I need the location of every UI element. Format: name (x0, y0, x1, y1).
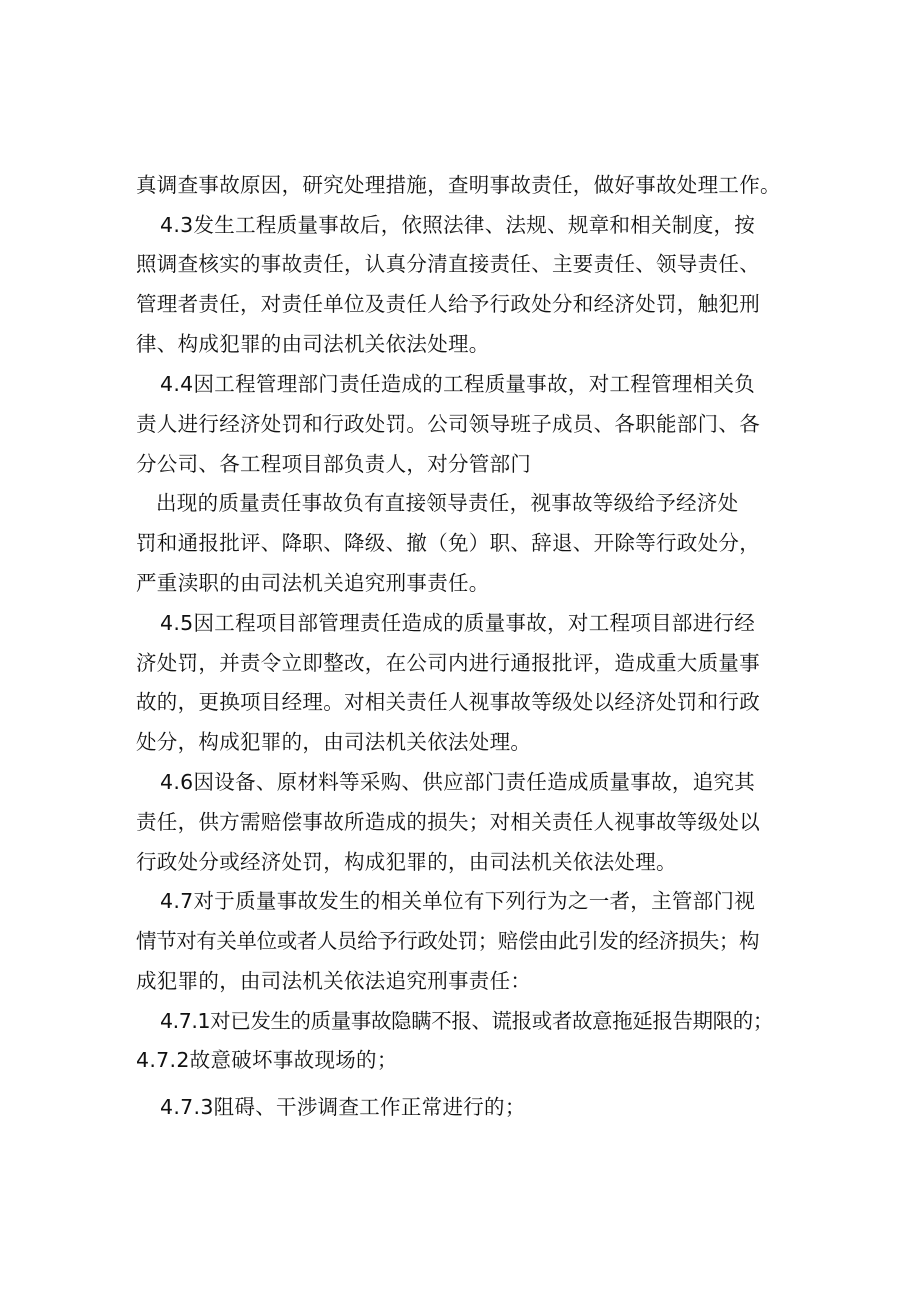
text-line: 分公司、各工程项目部负责人，对分管部门 (136, 452, 532, 476)
text-line: 4.7.3阻碍、干涉调查工作正常进行的； (160, 1095, 526, 1119)
text-line: 行政处分或经济处罚，构成犯罪的，由司法机关依法处理。 (136, 850, 677, 874)
text-line: 严重渎职的由司法机关追究刑事责任。 (136, 571, 490, 595)
text-line: 4.3发生工程质量事故后，依照法律、法规、规章和相关制度，按 (160, 213, 756, 237)
text-line: 真调查事故原因，研究处理措施，查明事故责任，做好事故处理工作。 (136, 173, 781, 197)
text-line: 处分，构成犯罪的，由司法机关依法处理。 (136, 730, 532, 754)
text-line: 责人进行经济处罚和行政处罚。公司领导班子成员、各职能部门、各 (136, 412, 760, 436)
text-line: 出现的质量责任事故负有直接领导责任，视事故等级给予经济处 (156, 491, 739, 515)
text-line: 律、构成犯罪的由司法机关依法处理。 (136, 332, 490, 356)
text-line: 4.4因工程管理部门责任造成的工程质量事故，对工程管理相关负 (160, 372, 756, 396)
text-line: 罚和通报批评、降职、降级、撤（免）职、辞退、开除等行政处分， (136, 531, 760, 555)
text-line: 照调查核实的事故责任，认真分清直接责任、主要责任、领导责任、 (136, 252, 760, 276)
text-line: 4.7.1对已发生的质量事故隐瞒不报、谎报或者故意拖延报告期限的； (160, 1009, 773, 1033)
text-line: 责任，供方需赔偿事故所造成的损失；对相关责任人视事故等级处以 (136, 810, 760, 834)
text-line: 济处罚，并责令立即整改，在公司内进行通报批评，造成重大质量事 (136, 651, 760, 675)
text-line: 管理者责任，对责任单位及责任人给予行政处分和经济处罚，触犯刑 (136, 292, 760, 316)
text-line: 情节对有关单位或者人员给予行政处罚；赔偿由此引发的经济损失；构 (136, 929, 760, 953)
text-line: 故的，更换项目经理。对相关责任人视事故等级处以经济处罚和行政 (136, 690, 760, 714)
text-line: 成犯罪的，由司法机关依法追究刑事责任： (136, 969, 532, 993)
text-line: 4.7.2故意破坏事故现场的； (136, 1048, 398, 1072)
text-line: 4.7对于质量事故发生的相关单位有下列行为之一者，主管部门视 (160, 889, 756, 913)
text-line: 4.5因工程项目部管理责任造成的质量事故，对工程项目部进行经 (160, 611, 756, 635)
text-line: 4.6因设备、原材料等采购、供应部门责任造成质量事故，追究其 (160, 770, 756, 794)
